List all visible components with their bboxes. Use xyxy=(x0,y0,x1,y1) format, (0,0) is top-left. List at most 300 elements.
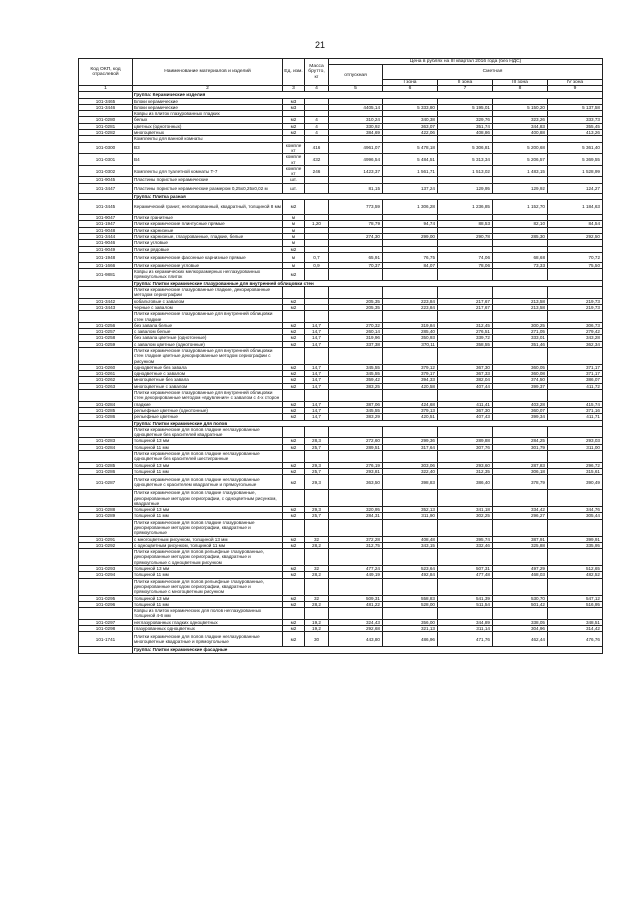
zone-2-price: 382,04 xyxy=(438,377,493,383)
zone-2-price: 293,60 xyxy=(438,462,493,468)
header-price-title: Цена в рублях на III квартал 2016 года (без НДС) xyxy=(329,59,603,65)
item-unit: м2 xyxy=(283,619,305,625)
zone-1-price: 350,93 xyxy=(383,335,438,341)
item-name: толщиной 11 мм xyxy=(133,572,283,578)
release-price: 363,50 xyxy=(329,475,383,490)
zone-4-price xyxy=(548,347,603,364)
header-unit: Ед. изм. xyxy=(283,59,305,86)
release-price: 81,15 xyxy=(329,183,383,193)
zone-4-price: 333,73 xyxy=(548,117,603,123)
item-unit: м xyxy=(283,252,305,262)
item-code: 101-0283 xyxy=(79,438,133,444)
zone-1-price: 317,64 xyxy=(383,444,438,450)
item-mass: 29,3 xyxy=(305,507,329,513)
item-mass: 0,7 xyxy=(305,252,329,262)
zone-2-price: 289,88 xyxy=(438,438,493,444)
item-name: Комплекты для туалетной комнаты Т-7 xyxy=(133,165,283,177)
item-name: Плитки керамические для полов гладкие неглазурованные одноцветные с красителем квадратные и прямоугольные xyxy=(133,475,283,490)
item-mass: 28,2 xyxy=(305,601,329,607)
zone-3-price: 271,05 xyxy=(493,329,548,335)
zone-1-price: 558,83 xyxy=(383,595,438,601)
item-name: В3 xyxy=(133,142,283,154)
table-row xyxy=(79,578,603,595)
zone-3-price: 387,91 xyxy=(493,536,548,542)
zone-3-price xyxy=(493,269,548,281)
zone-4-price xyxy=(548,451,603,463)
zone-3-price xyxy=(493,426,548,438)
item-mass: 14,7 xyxy=(305,383,329,389)
zone-1-price: 1 306,28 xyxy=(383,200,438,215)
zone-1-price: 94,74 xyxy=(383,221,438,227)
zone-1-price: 137,24 xyxy=(383,183,438,193)
release-price xyxy=(329,519,383,536)
table-row xyxy=(79,165,603,177)
release-price: 359,42 xyxy=(329,377,383,383)
item-mass: 246 xyxy=(305,165,329,177)
zone-3-price: 351,46 xyxy=(493,341,548,347)
zone-3-price: 1 152,70 xyxy=(493,200,548,215)
zone-1-price: 352,13 xyxy=(383,507,438,513)
zone-4-price: 371,17 xyxy=(548,364,603,370)
zone-4-price xyxy=(548,549,603,566)
zone-3-price xyxy=(493,578,548,595)
zone-4-price: 399,91 xyxy=(548,536,603,542)
zone-3-price: 360,05 xyxy=(493,364,548,370)
release-price: 337,38 xyxy=(329,341,383,347)
zone-3-price: 284,25 xyxy=(493,438,548,444)
zone-3-price xyxy=(493,519,548,536)
release-price: 383,25 xyxy=(329,383,383,389)
item-code: 101-0284 xyxy=(79,401,133,407)
table-row xyxy=(79,608,603,620)
item-name: с многоцветным рисунком, толщиной 13 мм xyxy=(133,536,283,542)
header-zone-4: IV зона xyxy=(548,79,603,85)
item-mass xyxy=(305,269,329,281)
item-code: 101-1947 xyxy=(79,221,133,227)
zone-1-price: 420,51 xyxy=(383,414,438,420)
zone-2-price: 367,30 xyxy=(438,364,493,370)
item-name: Керамический гранит, неполированный, квадратный, толщиной 8 мм xyxy=(133,200,283,215)
release-price: 773,59 xyxy=(329,200,383,215)
item-mass xyxy=(305,519,329,536)
release-price: 312,75 xyxy=(329,542,383,548)
zone-4-price xyxy=(548,269,603,281)
item-unit xyxy=(283,390,305,402)
release-price: 1423,37 xyxy=(329,165,383,177)
item-name: Блоки керамические xyxy=(133,98,283,104)
zone-2-price: 217,67 xyxy=(438,298,493,304)
item-name: Плитки карнизные xyxy=(133,227,283,233)
item-mass: 432 xyxy=(305,154,329,166)
item-code xyxy=(79,426,133,438)
item-name: кобальтовые с завалом xyxy=(133,298,283,304)
item-name: черные с завалом xyxy=(133,304,283,310)
zone-2-price: 1 236,85 xyxy=(438,200,493,215)
zone-3-price: 501,42 xyxy=(493,601,548,607)
zone-2-price: 5 313,34 xyxy=(438,154,493,166)
item-code: 101-9047 xyxy=(79,215,133,221)
zone-4-price: 5 137,58 xyxy=(548,104,603,110)
item-code: 101-3447 xyxy=(79,183,133,193)
zone-1-price xyxy=(383,311,438,323)
zone-2-price: 395,74 xyxy=(438,536,493,542)
release-price: 4961,07 xyxy=(329,142,383,154)
zone-4-price: 1 528,99 xyxy=(548,165,603,177)
item-mass: 14,7 xyxy=(305,335,329,341)
item-unit: м2 xyxy=(283,335,305,341)
zone-1-price: 322,40 xyxy=(383,468,438,474)
item-code: 101-0281 xyxy=(79,123,133,129)
item-name: Плитки карнизные, глазурованные, гладкие, белые xyxy=(133,233,283,239)
release-price: 481,22 xyxy=(329,601,383,607)
zone-3-price: 378,79 xyxy=(493,475,548,490)
item-code: 101-0262 xyxy=(79,377,133,383)
zone-4-price: 371,16 xyxy=(548,407,603,413)
zone-1-price: 370,11 xyxy=(383,341,438,347)
release-price: 260,14 xyxy=(329,329,383,335)
item-unit: м2 xyxy=(283,364,305,370)
item-name: толщиной 11 мм xyxy=(133,513,283,519)
zone-3-price: 1 483,15 xyxy=(493,165,548,177)
item-name: глазурованных одноцветных xyxy=(133,626,283,632)
zone-2-price: 407,44 xyxy=(438,383,493,389)
zone-3-price: 399,37 xyxy=(493,383,548,389)
item-code: 101-0263 xyxy=(79,383,133,389)
zone-1-price: 299,36 xyxy=(383,438,438,444)
item-name: Ковры из плиток глазурованных гладких xyxy=(133,111,283,117)
release-price xyxy=(329,426,383,438)
item-name: с завалом цветные (однотонные) xyxy=(133,341,283,347)
zone-1-price: 84,07 xyxy=(383,262,438,268)
item-unit: м2 xyxy=(283,475,305,490)
zone-4-price: 512,65 xyxy=(548,566,603,572)
item-unit: шт. xyxy=(283,183,305,193)
item-name: Плитки керамические для полов рельефные глазурованные, декорированные методом сериографии, квадратные и прямоугольные с одноцветным рисунком xyxy=(133,549,283,566)
item-unit: м2 xyxy=(283,462,305,468)
item-name: Плитки керамические для полов гладкие неглазурованные одноцветные без красителей квадратные xyxy=(133,426,283,438)
item-code: 101-0294 xyxy=(79,572,133,578)
item-mass xyxy=(305,347,329,364)
group-title: Группа: Плитки керамические фасадные xyxy=(133,647,603,653)
item-name: Ковры из плиток керамических для полов неглазурованных толщиной 4-6 мм xyxy=(133,608,283,620)
zone-2-price: 541,39 xyxy=(438,595,493,601)
item-mass xyxy=(305,287,329,299)
item-code: 101-0282 xyxy=(79,130,133,136)
item-code: 101-0293 xyxy=(79,566,133,572)
table-row xyxy=(79,269,603,281)
zone-3-price: 468,03 xyxy=(493,572,548,578)
release-price: 310,24 xyxy=(329,117,383,123)
zone-2-price: 367,30 xyxy=(438,407,493,413)
price-table xyxy=(78,58,603,654)
item-unit xyxy=(283,311,305,323)
item-unit: м2 xyxy=(283,468,305,474)
item-code: 101-0296 xyxy=(79,601,133,607)
item-mass: 19,2 xyxy=(305,619,329,625)
header-code: Код ОКП, код отраслевой xyxy=(79,59,133,86)
zone-3-price: 360,08 xyxy=(493,371,548,377)
item-mass: 32 xyxy=(305,595,329,601)
zone-4-price: 482,52 xyxy=(548,572,603,578)
zone-4-price: 5 369,55 xyxy=(548,154,603,166)
item-name: Плитки керамические угловые xyxy=(133,262,283,268)
zone-2-price: 1 513,02 xyxy=(438,165,493,177)
release-price: 345,55 xyxy=(329,371,383,377)
item-code: 101-0298 xyxy=(79,626,133,632)
item-name: без завала белые xyxy=(133,322,283,328)
table-row xyxy=(79,390,603,402)
release-price xyxy=(329,451,383,463)
item-code: 101-3442 xyxy=(79,298,133,304)
zone-1-price xyxy=(383,269,438,281)
zone-3-price: 5 150,20 xyxy=(493,104,548,110)
item-name: Плитки керамические для полов гладкие глазурованные, декорированные методом сериографии, с одноцветным рисунком, квадратные xyxy=(133,490,283,507)
zone-1-price: 223,84 xyxy=(383,304,438,310)
zone-4-price: 371,17 xyxy=(548,371,603,377)
release-price: 270,32 xyxy=(329,322,383,328)
item-unit: м2 xyxy=(283,542,305,548)
table-row xyxy=(79,549,603,566)
item-unit: м2 xyxy=(283,507,305,513)
zone-3-price: 334,42 xyxy=(493,507,548,513)
item-unit: м xyxy=(283,262,305,268)
col-number: 9 xyxy=(548,86,603,92)
item-mass: 14,7 xyxy=(305,364,329,370)
item-mass: 14,7 xyxy=(305,414,329,420)
release-price: 65,91 xyxy=(329,252,383,262)
release-price: 4996,54 xyxy=(329,154,383,166)
item-unit: м2 xyxy=(283,572,305,578)
zone-2-price: 367,33 xyxy=(438,371,493,377)
item-code: 101-9049 xyxy=(79,246,133,252)
group-title: Группа: Плитка разная xyxy=(133,193,603,199)
zone-4-price: 296,72 xyxy=(548,462,603,468)
item-unit: м2 xyxy=(283,626,305,632)
item-code: 101-1948 xyxy=(79,252,133,262)
item-unit: м xyxy=(283,221,305,227)
item-unit: м2 xyxy=(283,632,305,647)
zone-4-price xyxy=(548,311,603,323)
item-mass: 14,7 xyxy=(305,322,329,328)
zone-3-price xyxy=(493,451,548,463)
zone-2-price: 88,53 xyxy=(438,221,493,227)
zone-4-price: 411,71 xyxy=(548,414,603,420)
item-unit xyxy=(283,451,305,463)
item-mass: 28,2 xyxy=(305,542,329,548)
zone-2-price: 332,46 xyxy=(438,542,493,548)
page-number: 21 xyxy=(314,40,325,50)
item-mass: 14,7 xyxy=(305,401,329,407)
col-number: 6 xyxy=(383,86,438,92)
zone-4-price: 547,12 xyxy=(548,595,603,601)
zone-4-price: 314,42 xyxy=(548,626,603,632)
zone-1-price: 356,00 xyxy=(383,619,438,625)
zone-4-price: 5 361,40 xyxy=(548,142,603,154)
zone-3-price: 403,28 xyxy=(493,401,548,407)
release-price: 274,30 xyxy=(329,233,383,239)
item-name: многоцветные без завала xyxy=(133,377,283,383)
zone-4-price: 292,50 xyxy=(548,233,603,239)
header-name: Наименование материалов и изделий xyxy=(133,59,283,86)
release-price: 284,31 xyxy=(329,513,383,519)
item-code: 101-0289 xyxy=(79,513,133,519)
zone-1-price: 5 478,18 xyxy=(383,142,438,154)
release-price: 205,35 xyxy=(329,304,383,310)
zone-1-price: 76,75 xyxy=(383,252,438,262)
item-unit xyxy=(283,519,305,536)
zone-2-price: 344,89 xyxy=(438,619,493,625)
zone-2-price: 386,40 xyxy=(438,475,493,490)
zone-4-price: 348,51 xyxy=(548,619,603,625)
zone-2-price xyxy=(438,519,493,536)
item-code: 101-0284 xyxy=(79,444,133,450)
col-number: 3 xyxy=(283,86,305,92)
zone-2-price: 411,41 xyxy=(438,401,493,407)
col-number: 5 xyxy=(329,86,383,92)
item-name: однодветные без завала xyxy=(133,364,283,370)
zone-2-price: 5 195,01 xyxy=(438,104,493,110)
zone-4-price: 293,03 xyxy=(548,438,603,444)
zone-3-price: 296,27 xyxy=(493,513,548,519)
zone-2-price: 408,86 xyxy=(438,130,493,136)
zone-4-price: 1 184,63 xyxy=(548,200,603,215)
zone-2-price xyxy=(438,426,493,438)
zone-4-price: 75,50 xyxy=(548,262,603,268)
item-unit: м2 xyxy=(283,200,305,215)
item-unit: м2 xyxy=(283,601,305,607)
table-row xyxy=(79,142,603,154)
group-title: Группа: Плитки керамические для полов xyxy=(133,420,603,426)
zone-4-price xyxy=(548,426,603,438)
item-name: толщиной 13 мм xyxy=(133,566,283,572)
item-mass: 14,7 xyxy=(305,329,329,335)
zone-1-price: 379,13 xyxy=(383,407,438,413)
header-zone-3: III зона xyxy=(493,79,548,85)
zone-1-price: 5 333,80 xyxy=(383,104,438,110)
release-price: 292,68 xyxy=(329,626,383,632)
release-price: 345,55 xyxy=(329,364,383,370)
header-release-price: отпускная xyxy=(329,65,383,86)
item-unit: м2 xyxy=(283,322,305,328)
release-price: 70,37 xyxy=(329,262,383,268)
zone-3-price: 82,10 xyxy=(493,221,548,227)
zone-1-price: 321,13 xyxy=(383,626,438,632)
item-code: 101-1741 xyxy=(79,632,133,647)
item-unit: м2 xyxy=(283,536,305,542)
zone-1-price xyxy=(383,287,438,299)
zone-4-price: 362,34 xyxy=(548,341,603,347)
item-mass: 29,3 xyxy=(305,462,329,468)
zone-2-price: 302,25 xyxy=(438,513,493,519)
item-code: 101-1666 xyxy=(79,262,133,268)
item-code: 101-0297 xyxy=(79,619,133,625)
zone-1-price: 379,17 xyxy=(383,371,438,377)
item-code: 101-0256 xyxy=(79,322,133,328)
item-code: 101-0286 xyxy=(79,468,133,474)
zone-1-price: 408,48 xyxy=(383,536,438,542)
item-unit: м2 xyxy=(283,438,305,444)
zone-3-price: 374,50 xyxy=(493,377,548,383)
zone-2-price: 329,76 xyxy=(438,117,493,123)
header-mass: Масса брутто, кг xyxy=(305,59,329,86)
item-unit xyxy=(283,608,305,620)
zone-2-price: 358,55 xyxy=(438,341,493,347)
zone-3-price: 287,83 xyxy=(493,462,548,468)
header-zone-2: II зона xyxy=(438,79,493,85)
zone-4-price: 70,72 xyxy=(548,252,603,262)
item-mass xyxy=(305,549,329,566)
zone-2-price: 290,78 xyxy=(438,233,493,239)
item-unit: компле кт xyxy=(283,154,305,166)
item-unit: м3 xyxy=(283,104,305,110)
item-name: рельефные цветные xyxy=(133,414,283,420)
zone-2-price: 78,06 xyxy=(438,262,493,268)
zone-4-price: 311,00 xyxy=(548,444,603,450)
zone-3-price: 5 206,57 xyxy=(493,154,548,166)
header-zone-1: I зона xyxy=(383,79,438,85)
item-name: Плитки угловые xyxy=(133,240,283,246)
zone-3-price: 213,58 xyxy=(493,298,548,304)
zone-1-price xyxy=(383,390,438,402)
item-code: 101-0259 xyxy=(79,341,133,347)
zone-1-price: 285,40 xyxy=(383,329,438,335)
item-code xyxy=(79,519,133,536)
item-mass: 25,7 xyxy=(305,468,329,474)
col-number: 7 xyxy=(438,86,493,92)
zone-4-price xyxy=(548,287,603,299)
zone-3-price xyxy=(493,390,548,402)
release-price: 372,28 xyxy=(329,536,383,542)
zone-2-price xyxy=(438,608,493,620)
item-name: многоцветные с завалом xyxy=(133,383,283,389)
item-code: 101-0286 xyxy=(79,414,133,420)
zone-2-price xyxy=(438,451,493,463)
item-mass: 29,3 xyxy=(305,475,329,490)
item-name: с завалом белые xyxy=(133,329,283,335)
zone-2-price: 311,14 xyxy=(438,626,493,632)
item-mass: 14,7 xyxy=(305,377,329,383)
zone-1-price xyxy=(383,608,438,620)
zone-1-price xyxy=(383,578,438,595)
release-price: 324,43 xyxy=(329,619,383,625)
item-code xyxy=(79,311,133,323)
item-name: Ковры из керамических мелкоразмерных неглазурованных прямоугольных плиток xyxy=(133,269,283,281)
zone-1-price: 492,84 xyxy=(383,572,438,578)
header-estimate-price: Сметная xyxy=(383,65,603,79)
item-code: 101-3443 xyxy=(79,304,133,310)
table-row xyxy=(79,287,603,299)
zone-1-price: 398,83 xyxy=(383,475,438,490)
item-unit: м2 xyxy=(283,246,305,252)
item-name: Плитки керамические глазурованные для внутренней облицовки стен гладкие xyxy=(133,311,283,323)
table-header xyxy=(79,59,603,92)
release-price xyxy=(329,287,383,299)
item-unit: м2 xyxy=(283,383,305,389)
item-name: Пластины пористые керамические размером 0,25х0,25х0,02 м xyxy=(133,183,283,193)
item-mass: 4 xyxy=(305,130,329,136)
item-mass: 25,7 xyxy=(305,444,329,450)
price-table-container xyxy=(78,58,602,654)
release-price: 289,51 xyxy=(329,444,383,450)
zone-4-price: 355,45 xyxy=(548,123,603,129)
item-code: 101-9048 xyxy=(79,227,133,233)
item-mass: 25,7 xyxy=(305,513,329,519)
item-unit xyxy=(283,287,305,299)
zone-2-price: 341,18 xyxy=(438,507,493,513)
zone-2-price xyxy=(438,578,493,595)
zone-1-price: 394,33 xyxy=(383,377,438,383)
item-code: 101-0261 xyxy=(79,371,133,377)
